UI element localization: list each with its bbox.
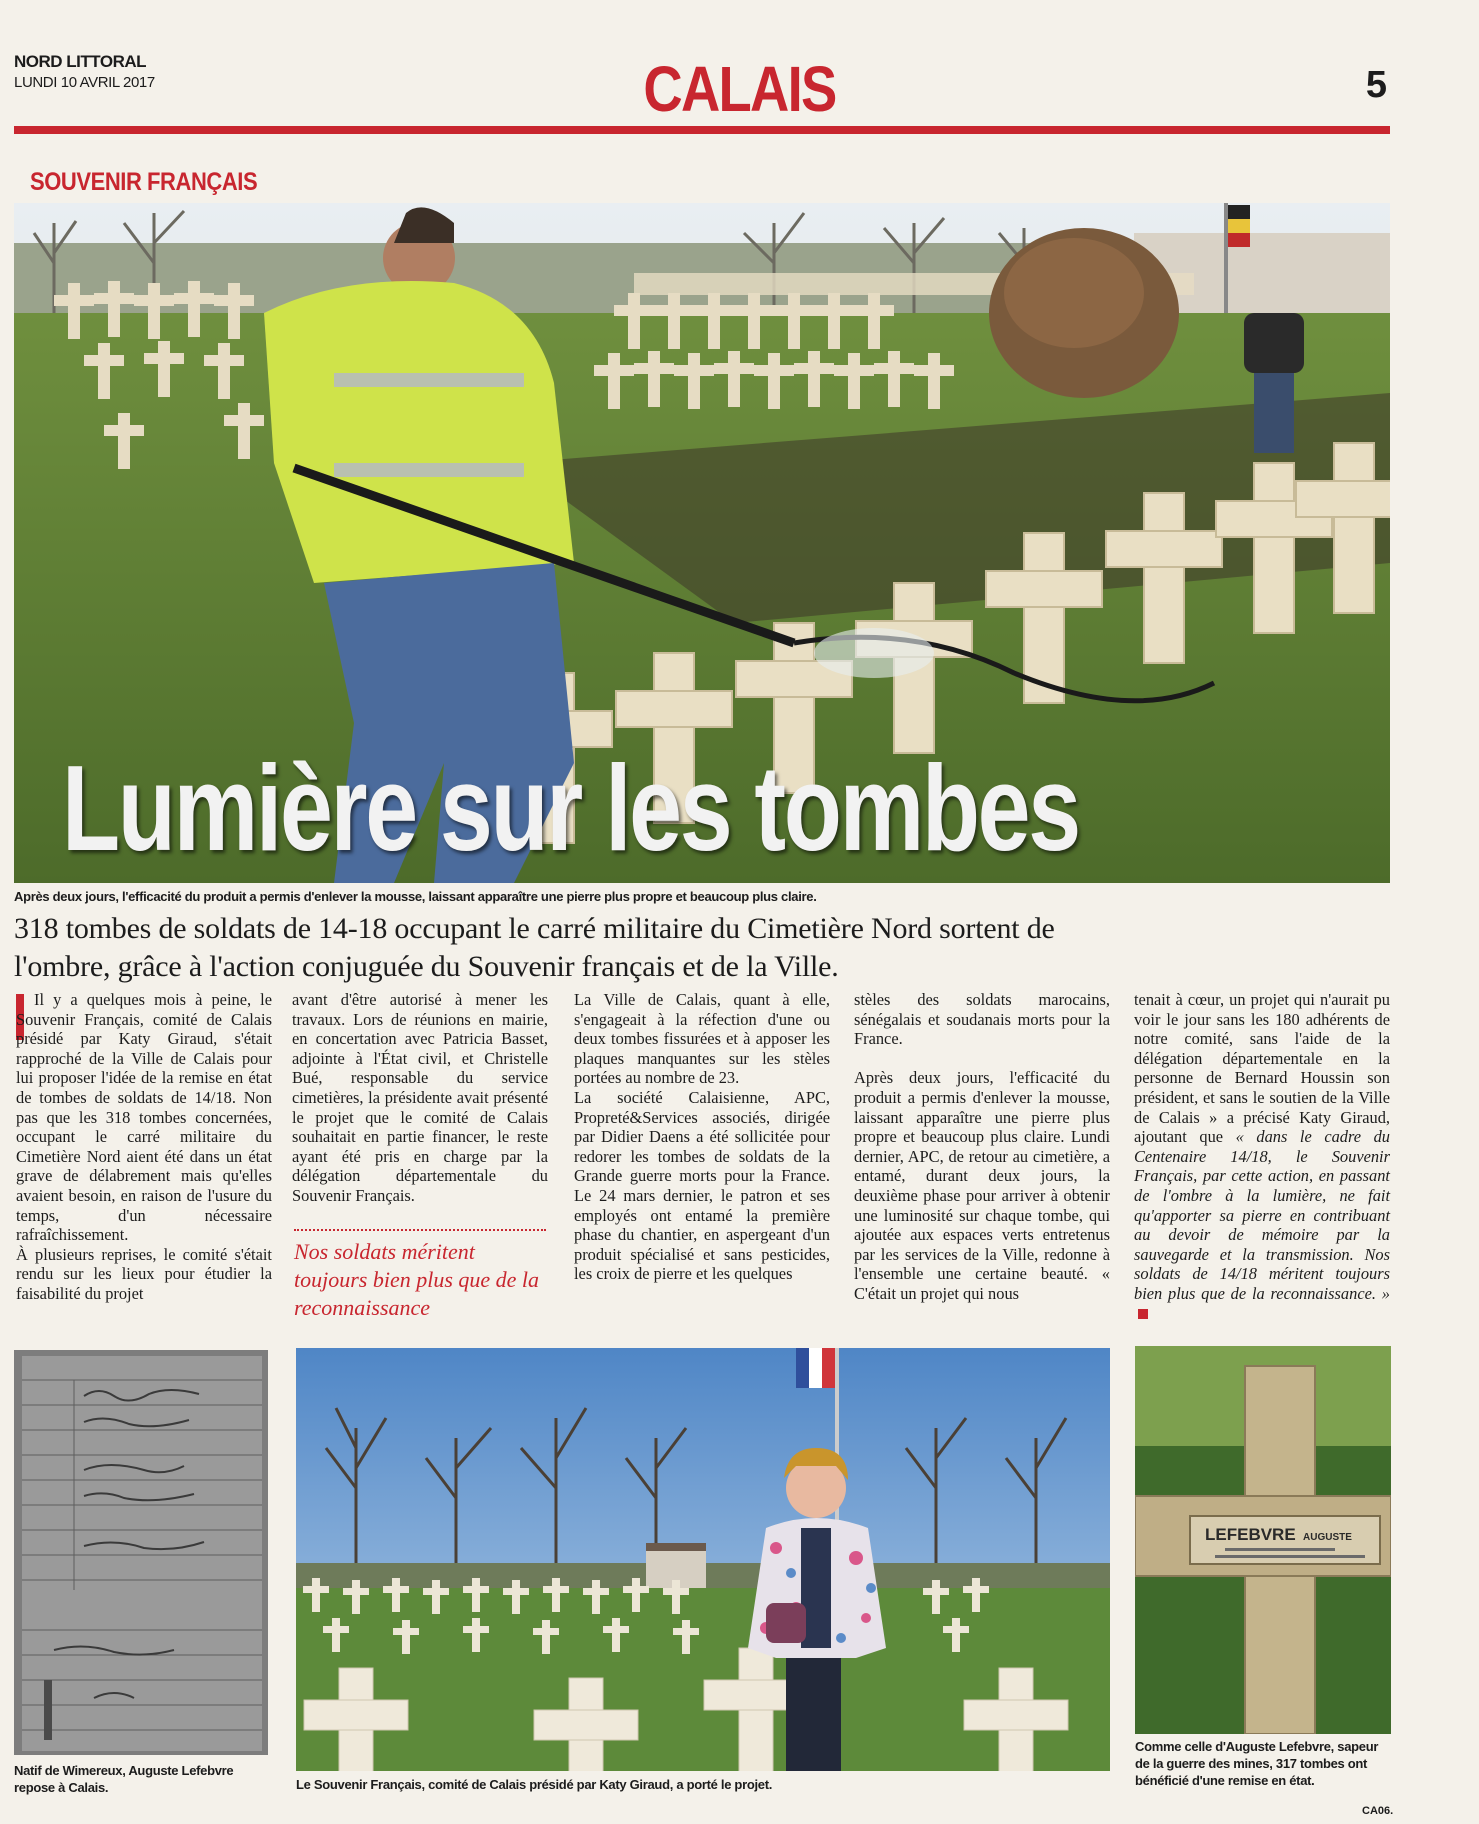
quote-text: « dans le cadre du Centenaire 14/18, le Souvenir Français, par cette action, en passant de l'ombre à la lumière, ne fait qu'apporter sa pierre en contribuant au devoir de mémoire par la sauvegarde et la transmission. Nos soldats de 14/18 méritent toujours bien plus que de la reconnaissance. » xyxy=(1134,1127,1390,1303)
main-photo-caption: Après deux jours, l'efficacité du produit a permis d'enlever la mousse, laissant apparaître une pierre plus propre et beaucoup plus claire. xyxy=(14,889,817,904)
body-paragraph: À plusieurs reprises, le comité s'était rendu sur les lieux pour étudier la faisabilité du projet xyxy=(16,1244,272,1303)
body-paragraph xyxy=(1134,990,1390,1323)
body-text: tenait à cœur, un projet qui n'aurait pu voir le jour sans les 180 adhérents de notre comité, sans l'aide de la délégation départementale en la personne de Bernard Houssin son président, et sans le soutien de la Ville de Calais » a précisé Katy Giraud, ajoutant que xyxy=(1134,990,1390,1147)
body-paragraph: La société Calaisienne, APC, Propreté&Services associés, dirigée par Didier Daens a été sollicitée pour redorer les tombes de soldats de la Grande guerre morts pour la France. Le 24 mars dernier, le patron et ses employés ont entamé la première phase du chantier, en aspergeant d'un produit spécialisé et sans pesticides, les croix de pierre et les quelques xyxy=(574,1087,830,1284)
deck-line-2: l'ombre, grâce à l'action conjuguée du Souvenir français et de la Ville. xyxy=(14,950,839,983)
body-paragraph: Il y a quelques mois à peine, le Souvenir Français, comité de Calais présidé par Katy Giraud, s'était rapproché de la Ville de Calais pour lui proposer l'idée de la remise en état de tombes de soldats de 14/18. Non pas que les 318 tombes concernées, occupant le carré militaire du Cimetière Nord aient été dans un état grave de délabrement mais qu'elles avaient besoin, en raison de l'usure du temps, d'un nécessaire rafraîchissement. xyxy=(16,990,272,1245)
president-photo xyxy=(296,1348,1110,1771)
plaque-firstname: AUGUSTE xyxy=(1303,1532,1352,1543)
president-photo-caption: Le Souvenir Français, comité de Calais présidé par Katy Giraud, a porté le projet. xyxy=(296,1777,773,1792)
plaque-name: LEFEBVRE xyxy=(1205,1525,1296,1544)
plaque-cross-photo xyxy=(1135,1346,1391,1734)
body-column-2 xyxy=(292,990,548,1206)
header-rule xyxy=(14,126,1390,134)
body-paragraph: Après deux jours, l'efficacité du produit a permis d'enlever la mousse, laissant apparaître une pierre plus propre et beaucoup plus claire. Lundi dernier, APC, de retour au cimetière, a entamé, durant deux jours, la deuxième phase pour arriver à obtenir une luminosité sur chaque tombe, qui ajoutée aux espaces verts entretenus par les services de la Ville, redonne à l'ensemble une certaine beauté. « C'était un projet qui nous xyxy=(854,1068,1110,1303)
section-title: CALAIS xyxy=(643,53,836,125)
military-record-photo xyxy=(14,1350,268,1755)
body-paragraph: stèles des soldats marocains, sénégalais et soudanais morts pour la France. xyxy=(854,990,1110,1049)
deck-line-1: 318 tombes de soldats de 14-18 occupant le carré militaire du Cimetière Nord sortent de xyxy=(14,912,1055,945)
document-photo-caption: Natif de Wimereux, Auguste Lefebvre repose à Calais. xyxy=(14,1763,234,1795)
pull-quote: Nos soldats méritent toujours bien plus que de la reconnaissance xyxy=(294,1239,540,1320)
issue-date: LUNDI 10 AVRIL 2017 xyxy=(14,74,155,91)
article-kicker: SOUVENIR FRANÇAIS xyxy=(30,168,258,196)
plaque-photo-caption: Comme celle d'Auguste Lefebvre, sapeur de la guerre des mines, 317 tombes ont bénéficié d'une remise en état. xyxy=(1135,1739,1379,1788)
newspaper-name: NORD LITTORAL xyxy=(14,52,147,71)
end-mark-icon xyxy=(1138,1309,1148,1319)
page-number: 5 xyxy=(1365,64,1387,106)
pull-quote-rule xyxy=(294,1229,546,1231)
page-code: CA06. xyxy=(1362,1805,1394,1817)
body-paragraph: La Ville de Calais, quant à elle, s'engageait à la réfection d'une ou deux tombes fissurées et à apposer les plaques manquantes sur les stèles portées au nombre de 23. xyxy=(574,990,830,1088)
body-paragraph: avant d'être autorisé à mener les travaux. Lors de réunions en mairie, en concertation avec Patricia Basset, adjointe à l'État civil, et Christelle Bué, responsable du service cimetières, la présidente avait présenté le projet que le comité de Calais souhaitait en partie financer, le reste ayant été pris en charge par la délégation départementale du Souvenir Français. xyxy=(292,990,548,1205)
body-column-1 xyxy=(16,990,272,1304)
body-column-4 xyxy=(854,990,1110,1304)
article-deck xyxy=(14,910,1294,986)
body-column-5 xyxy=(1134,990,1390,1323)
headline: Lumière sur les tombes xyxy=(62,740,1079,876)
body-column-3 xyxy=(574,990,830,1284)
